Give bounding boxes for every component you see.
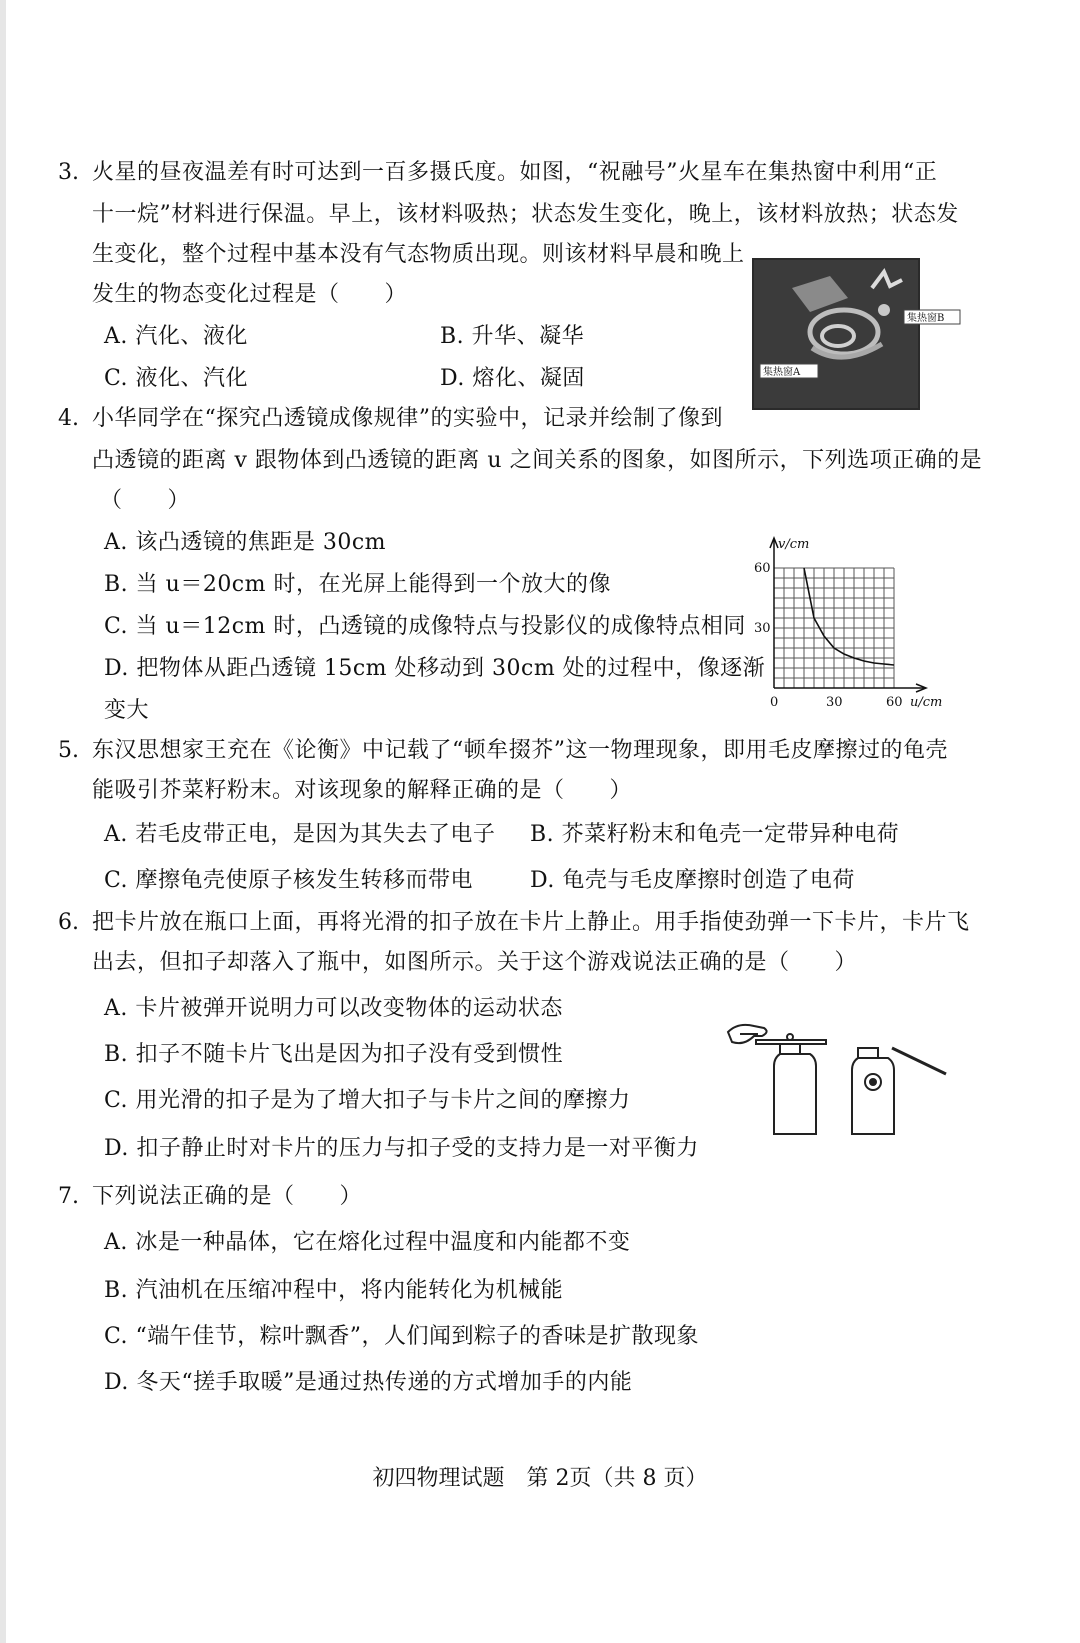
question-text-line: 出去，但扣子却落入了瓶中，如图所示。关于这个游戏说法正确的是（ ） [92,950,858,975]
option-a: A. 若毛皮带正电，是因为其失去了电子 [104,822,496,847]
uv-curve [804,568,894,665]
lens-graph [756,522,978,712]
question-number: 5. [58,738,79,763]
question-number: 3. [58,160,79,185]
x-tick-label: 30 [826,695,843,710]
x-axis-label: u/cm [910,695,943,710]
option-c: C. 摩擦龟壳使原子核发生转移而带电 [104,868,474,893]
question-number: 4. [58,406,79,431]
option-c: C. 当 u＝12cm 时，凸透镜的成像特点与投影仪的成像特点相同 [104,614,746,639]
option-a: A. 该凸透镜的焦距是 30cm [104,530,387,555]
question-text-line: 把卡片放在瓶口上面，再将光滑的扣子放在卡片上静止。用手指使劲弹一下卡片，卡片飞 [92,910,970,935]
option-b: B. 升华、凝华 [440,324,585,349]
y-tick-label: 60 [754,561,771,576]
option-d: D. 熔化、凝固 [440,366,585,391]
option-b: B. 当 u＝20cm 时，在光屏上能得到一个放大的像 [104,572,611,597]
question-text-line: 凸透镜的距离 v 跟物体到凸透镜的距离 u 之间关系的图象，如图所示，下列选项正确的是 [92,448,983,473]
option-d: D. 龟壳与毛皮摩擦时创造了电荷 [530,868,855,893]
option-a: A. 卡片被弹开说明力可以改变物体的运动状态 [104,996,563,1021]
option-b: B. 汽油机在压缩冲程中，将内能转化为机械能 [104,1278,564,1303]
page-edge [0,0,6,1643]
question-text-line: 十一烷”材料进行保温。早上，该材料吸热；状态发生变化，晚上，该材料放热；状态发 [92,202,959,227]
option-b: B. 扣子不随卡片飞出是因为扣子没有受到惯性 [104,1042,564,1067]
question-text-line: 能吸引芥菜籽粉末。对该现象的解释正确的是（ ） [92,778,633,803]
x-tick-label: 0 [770,695,779,710]
option-d: D. 把物体从距凸透镜 15cm 处移动到 30cm 处的过程中，像逐渐 [104,656,766,681]
y-tick-label: 30 [754,621,771,636]
option-d-continuation: 变大 [104,698,150,723]
option-b: B. 芥菜籽粉末和龟壳一定带异种电荷 [530,822,900,847]
page-footer: 初四物理试题 第 2页（共 8 页） [372,1466,708,1491]
question-text-line: （ ） [100,488,191,513]
option-a: A. 汽化、液化 [104,324,248,349]
question-text-line: 下列说法正确的是（ ） [92,1184,363,1209]
question-number: 7. [58,1184,79,1209]
bottle-card-figure [724,1018,954,1140]
figure-label-b: 集热窗B [907,313,945,324]
figure-label-a: 集热窗A [763,367,801,378]
question-text-line: 火星的昼夜温差有时可达到一百多摄氏度。如图，“祝融号”火星车在集热窗中利用“正 [92,160,938,185]
question-number: 6. [58,910,79,935]
question-text-line: 生变化，整个过程中基本没有气态物质出现。则该材料早晨和晚上 [92,242,745,267]
mars-rover-photo [752,258,962,410]
option-c: C. 液化、汽化 [104,366,249,391]
y-axis-label: v/cm [778,537,810,552]
option-d: D. 扣子静止时对卡片的压力与扣子受的支持力是一对平衡力 [104,1136,699,1161]
question-text-line: 东汉思想家王充在《论衡》中记载了“顿牟掇芥”这一物理现象，即用毛皮摩擦过的龟壳 [92,738,948,763]
x-tick-label: 60 [886,695,903,710]
option-c: C. “端午佳节，粽叶飘香”，人们闻到粽子的香味是扩散现象 [104,1324,700,1349]
option-d: D. 冬天“搓手取暖”是通过热传递的方式增加手的内能 [104,1370,633,1395]
question-text-line: 小华同学在“探究凸透镜成像规律”的实验中，记录并绘制了像到 [92,406,723,431]
option-a: A. 冰是一种晶体，它在熔化过程中温度和内能都不变 [104,1230,631,1255]
question-text-line: 发生的物态变化过程是（ ） [92,282,408,307]
option-c: C. 用光滑的扣子是为了增大扣子与卡片之间的摩擦力 [104,1088,631,1113]
